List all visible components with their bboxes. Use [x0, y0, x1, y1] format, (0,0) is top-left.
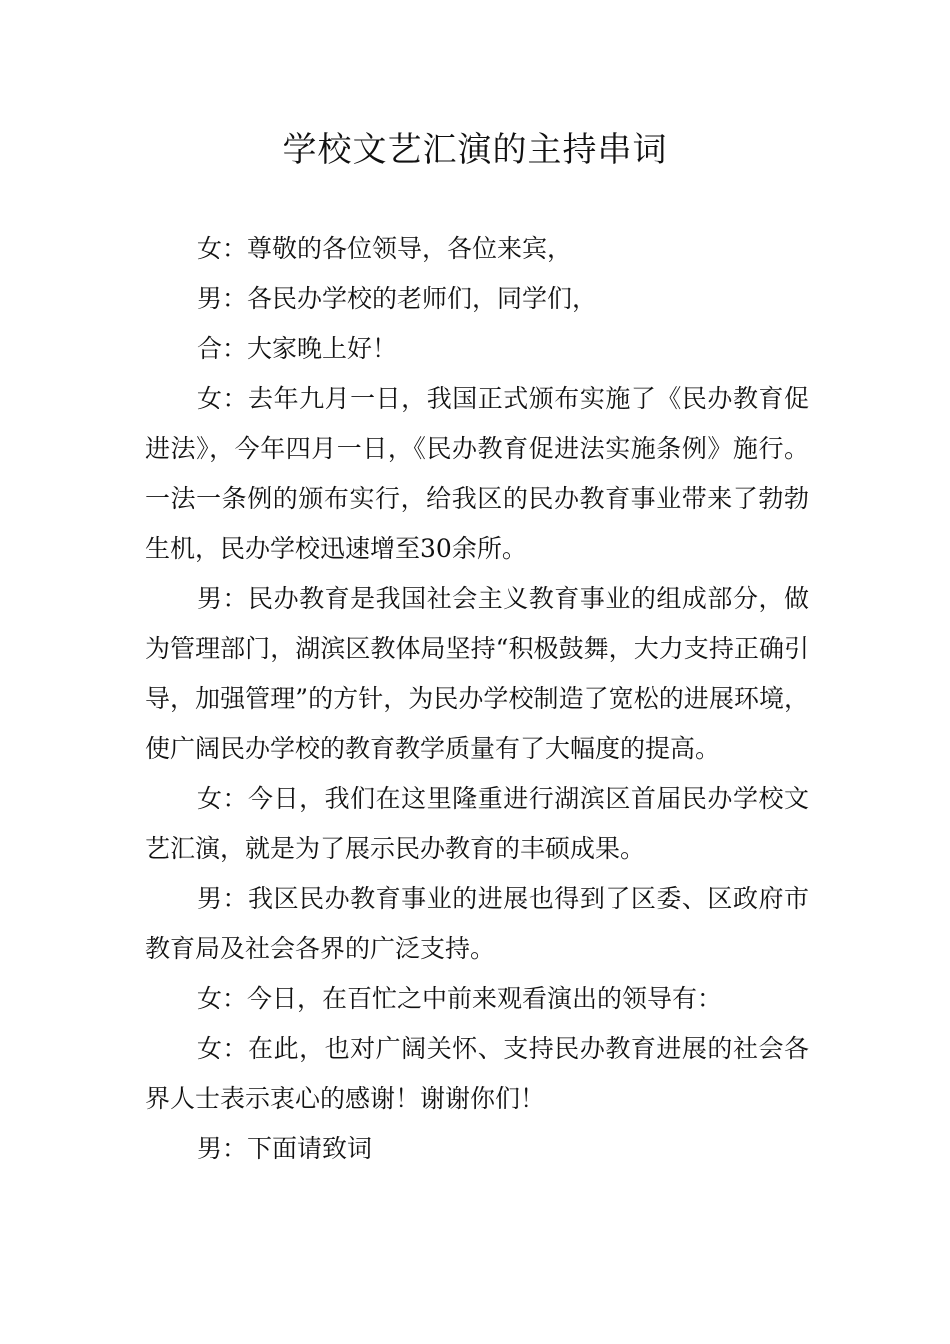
- paragraph: 女：今日，我们在这里隆重进行湖滨区首届民办学校文艺汇演，就是为了展示民办教育的丰硕成果。: [145, 784, 809, 863]
- document-title: 学校文艺汇演的主持串词: [282, 130, 668, 170]
- paragraph: 女：今日，在百忙之中前来观看演出的领导有：: [197, 984, 723, 1013]
- paragraph: 男：各民办学校的老师们，同学们，: [197, 284, 598, 313]
- document-body: [145, 224, 809, 1174]
- paragraph: 女：在此，也对广阔关怀、支持民办教育进展的社会各界人士表示衷心的感谢！谢谢你们！: [145, 1034, 809, 1113]
- paragraph: 男：下面请致词: [197, 1134, 373, 1163]
- paragraph: 合：大家晚上好！: [197, 334, 398, 363]
- paragraph: 男：民办教育是我国社会主义教育事业的组成部分，做为管理部门，湖滨区教体局坚持“积极鼓舞，大力支持正确引导，加强管理”的方针，为民办学校制造了宽松的进展环境，使广阔民办学校的教育教学质量有了大幅度的提高。: [145, 584, 809, 763]
- paragraph: 男：我区民办教育事业的进展也得到了区委、区政府市教育局及社会各界的广泛支持。: [145, 884, 809, 963]
- paragraph: 女：去年九月一日，我国正式颁布实施了《民办教育促进法》，今年四月一日，《民办教育促进法实施条例》施行。一法一条例的颁布实行，给我区的民办教育事业带来了勃勃生机，民办学校迅速增至30余所。: [145, 384, 809, 563]
- paragraph: 女：尊敬的各位领导，各位来宾，: [197, 234, 573, 263]
